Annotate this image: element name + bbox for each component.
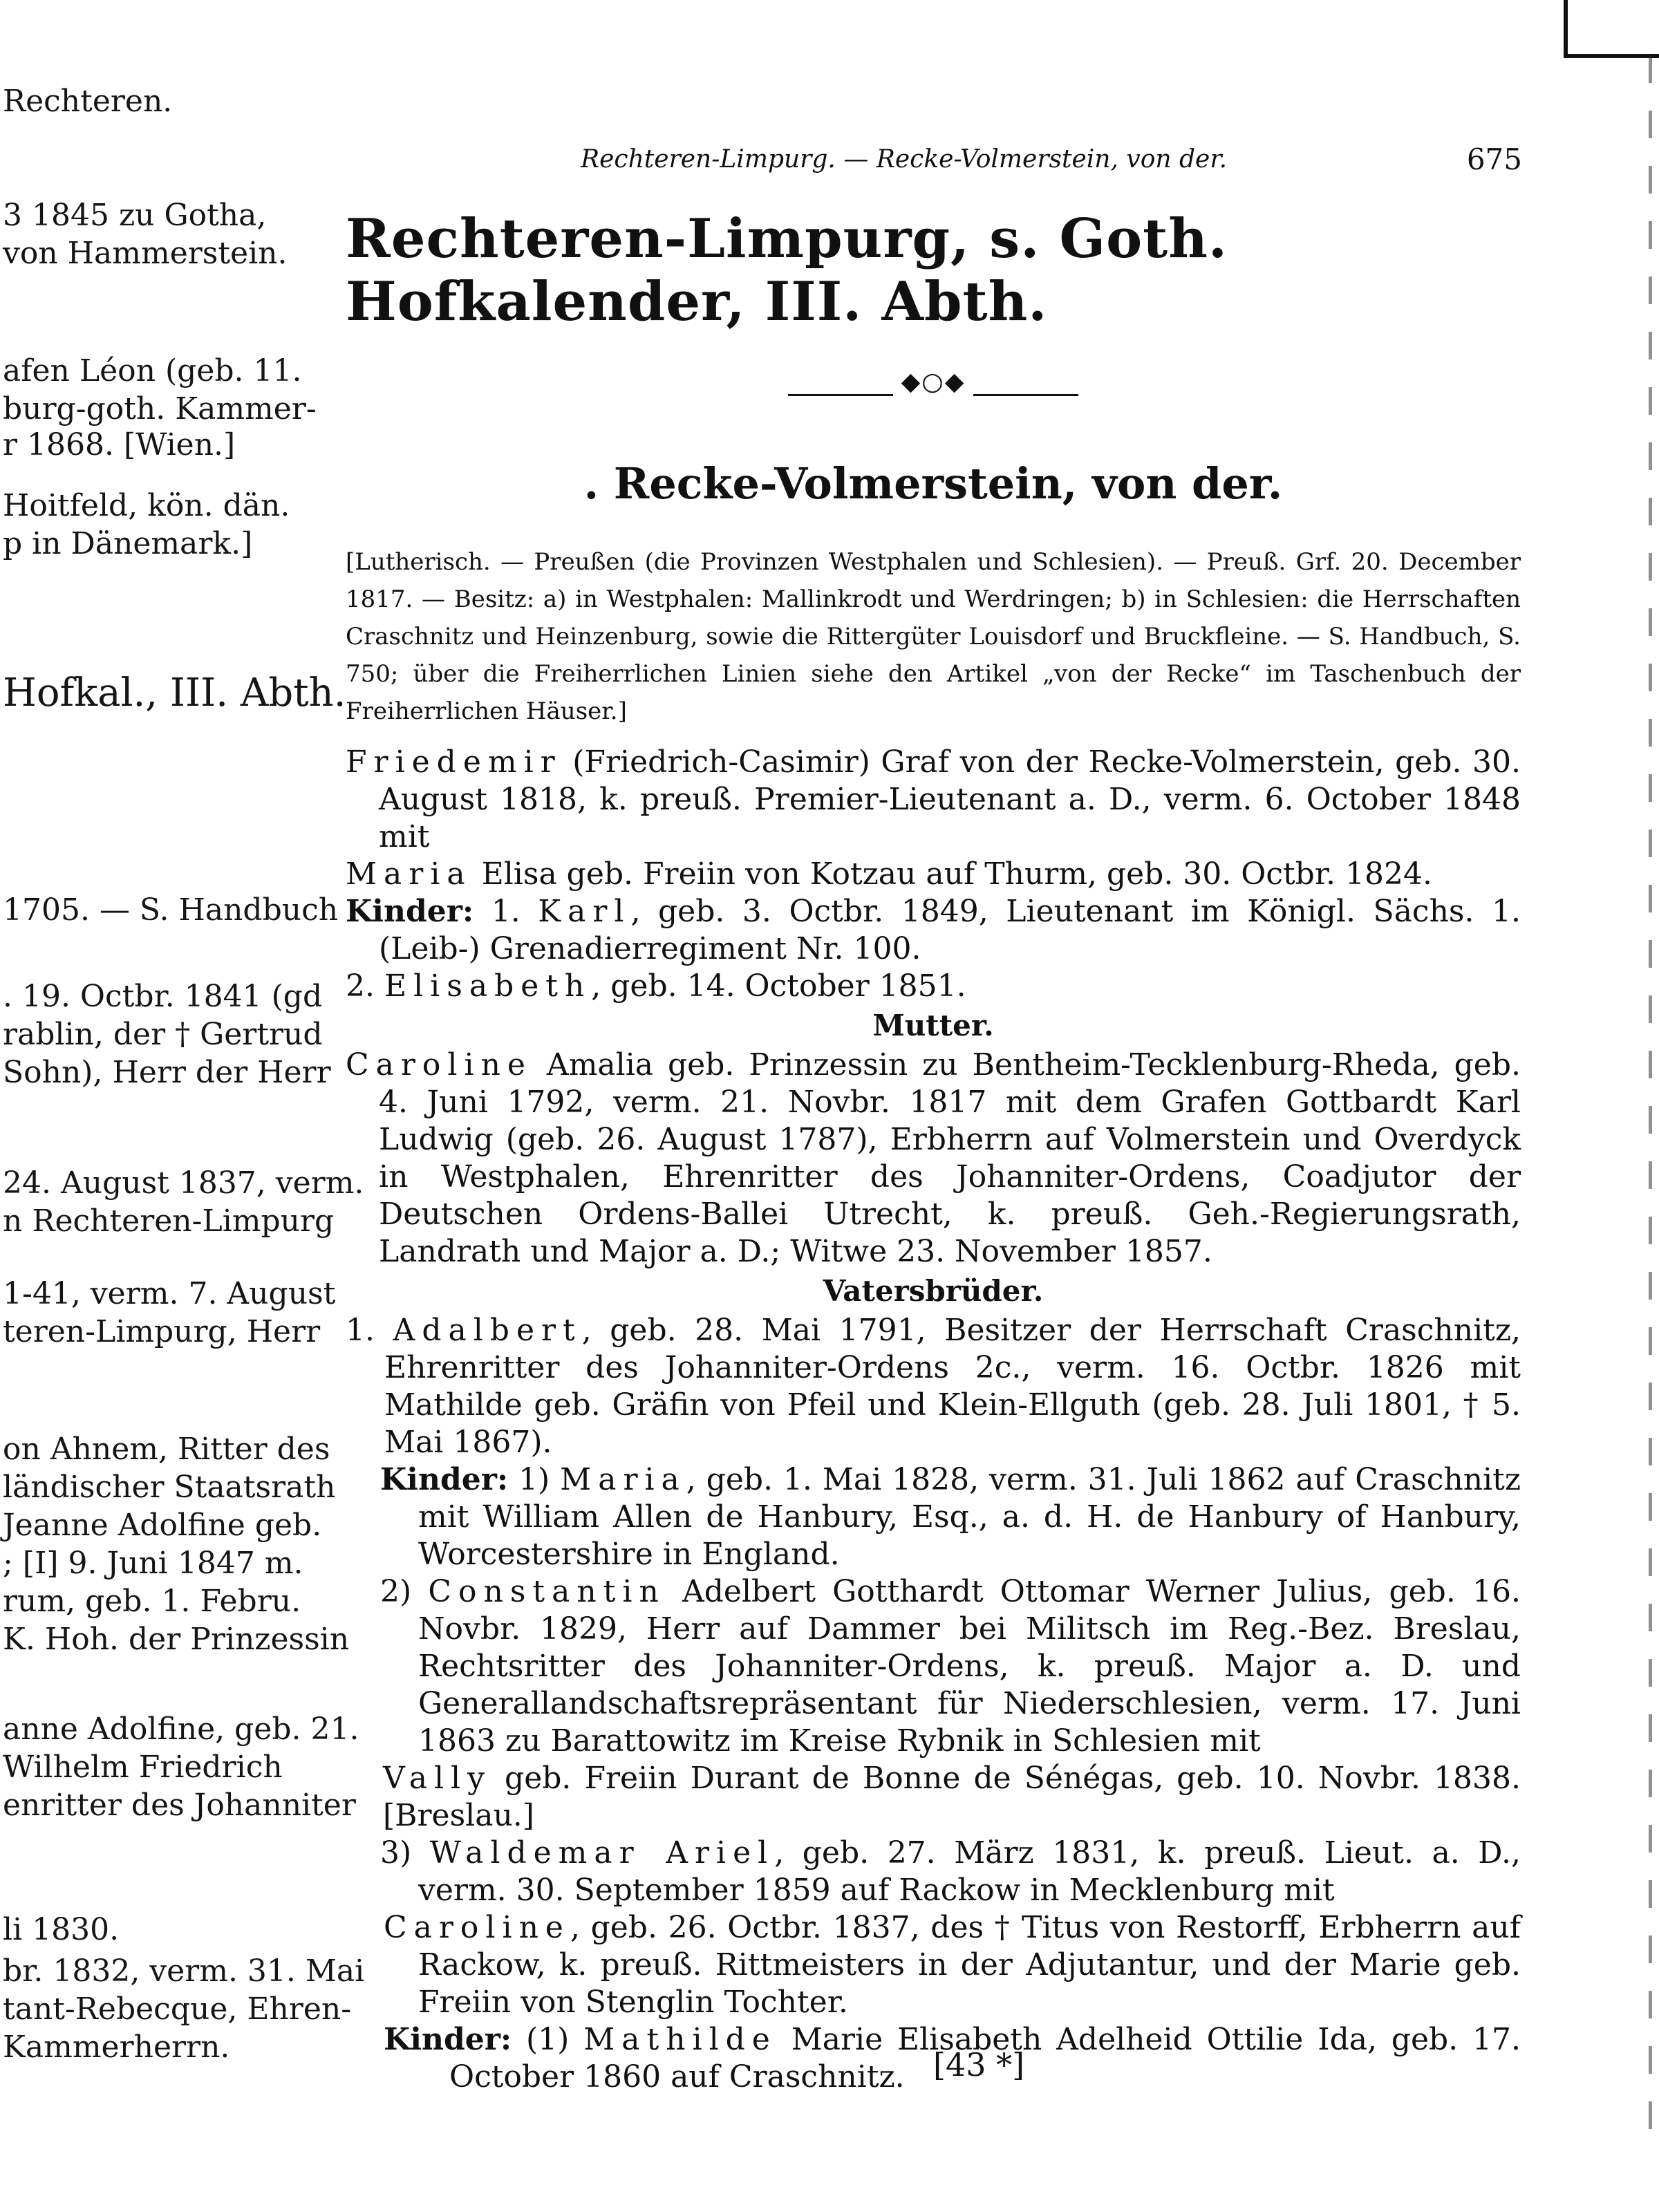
left-strip-line: Jeanne Adolfine geb. xyxy=(3,1508,322,1543)
left-strip-line: K. Hoh. der Prinzessin xyxy=(3,1622,350,1657)
entry-text: Amalia geb. Prinzessin zu Bentheim-Tecklenburg-Rheda, geb. 4. Juni 1792, verm. 21. Novbr. 1817 mit dem Grafen Gottbardt Karl Ludwig (geb. 26. August 1787), Erbherrn auf Volmerstein und Overdyck in Westphalen, Ehrenritter des Johanniter-Ordens, Coadjutor der Deutschen Ordens-Ballei Utrecht, k. preuß. Geh.-Regierungsrath, Landrath und Major a. D.; Witwe 23. November 1857. xyxy=(379,1047,1521,1269)
entry-uncle-1-child-2-wife xyxy=(346,1760,1521,1835)
running-header xyxy=(346,138,1521,180)
entry-text: (Friedrich-Casimir) Graf von der Recke-Volmerstein, geb. 30. August 1818, k. preuß. Premier-Lieutenant a. D., verm. 6. October 1848 mit xyxy=(379,744,1521,854)
entry-text: Marie Elisabeth Adelheid Ottilie Ida, geb. 17. October 1860 auf Craschnitz. xyxy=(449,2022,1521,2094)
left-strip-line: teren-Limpurg, Herr xyxy=(3,1314,321,1349)
subheading-vatersbrueder: Vatersbrüder. xyxy=(823,1274,1044,1308)
entry-text: , geb. 26. Octbr. 1837, des † Titus von Restorff, Erbherrn auf Rackow, k. preuß. Rittmeisters in der Adjutantur, und der Marie geb. Freiin von Stenglin Tochter. xyxy=(418,1910,1521,2020)
left-strip-line: Wilhelm Friedrich xyxy=(3,1750,283,1785)
left-strip-line: n Rechteren-Limpurg xyxy=(3,1203,335,1239)
entry-name: Friedemir xyxy=(346,744,562,780)
left-strip-line: von Hammerstein. xyxy=(3,236,288,271)
entry-name: Caroline xyxy=(384,1910,570,1945)
entry-uncle-1-child-3: 3) Waldemar Ariel, geb. 27. März 1831, k. preuß. Lieut. a. D., verm. 30. September 1859 auf Rackow in Mecklenburg mit xyxy=(380,1835,1521,1908)
entry-child-2: 2. Elisabeth, geb. 14. October 1851. xyxy=(346,968,966,1004)
left-strip-line: rablin, der † Gertrud xyxy=(3,1017,323,1052)
entry-uncle-1-child-3-wife xyxy=(346,1909,1521,2021)
left-strip-line: 24. August 1837, verm. xyxy=(3,1165,364,1201)
left-strip-line: Hofkal., III. Abth. xyxy=(3,671,346,715)
ornament-glyph: ◆○◆ xyxy=(893,368,974,396)
entry-name: Caroline xyxy=(346,1047,532,1082)
entry-uncle-1: 1. Adalbert, geb. 28. Mai 1791, Besitzer der Herrschaft Craschnitz, Ehrenritter des Johanniter-Ordens 2c., verm. 16. Octbr. 1826 mit Mathilde geb. Gräfin von Pfeil und Klein-Ellguth (geb. 28. Juli 1801, † 5. Mai 1867). xyxy=(346,1313,1521,1460)
entry-uncle-1-child-2: 2) Constantin Adelbert Gotthardt Ottomar Werner Julius, geb. 16. Novbr. 1829, Herr auf Dammer bei Militsch im Reg.-Bez. Breslau, Rechtsritter des Johanniter-Ordens, k. preuß. Major a. D. und Generallandschaftsrepräsentant für Niederschlesien, verm. 17. Juni 1863 zu Barattowitz im Kreise Rybnik in Schlesien mit xyxy=(380,1574,1521,1759)
page-title: Rechteren-Limpurg, s. Goth. Hofkalender, III. Abth. xyxy=(346,207,1228,333)
entry-text: , geb. 27. März 1831, k. preuß. Lieut. a. D., verm. 30. September 1859 auf Rackow in Mecklenburg mit xyxy=(418,1835,1521,1908)
entry-uncle-1-child-3-children: Kinder: (1) Mathilde Marie Elisabeth Adelheid Ottilie Ida, geb. 17. October 1860 auf Craschnitz. xyxy=(384,2022,1521,2094)
left-strip-line: Rechteren. xyxy=(3,84,173,119)
entry-head xyxy=(346,744,1521,856)
entry-name: Waldemar Ariel xyxy=(429,1835,775,1871)
left-strip-line: 3 1845 zu Gotha, xyxy=(3,198,267,233)
children-label: Kinder: xyxy=(380,1462,509,1497)
left-page-fragment xyxy=(0,0,365,2212)
intro-paragraph: [Lutherisch. — Preußen (die Provinzen Westphalen und Schlesien). — Preuß. Grf. 20. December 1817. — Besitz: a) in Westphalen: Mallinkrodt und Werdringen; b) in Schlesien: die Herrschaften Craschnitz und Heinzenburg, sowie die Rittergüter Louisdorf und Bruckfleine. — S. Handbuch, S. 750; über die Freiherrlichen Linien siehe den Artikel „von der Recke“ im Taschenbuch der Freiherrlichen Häuser.] xyxy=(346,548,1521,725)
left-strip-line: tant-Rebecque, Ehren- xyxy=(3,1991,352,2027)
main-page xyxy=(346,138,1521,2096)
left-strip-line: burg-goth. Kammer- xyxy=(3,391,317,427)
entry-text: geb. Freiin Durant de Bonne de Sénégas, geb. 10. Novbr. 1838. [Breslau.] xyxy=(383,1761,1521,1833)
left-strip-line: 1705. — S. Handbuch xyxy=(3,892,339,928)
left-strip-line: Kammerherrn. xyxy=(3,2030,230,2065)
entry-wife xyxy=(346,856,1521,893)
entry-text: , geb. 3. Octbr. 1849, Lieutenant im Königl. Sächs. 1. (Leib-) Grenadierregiment Nr. 100. xyxy=(379,894,1521,966)
section-title: . Recke-Volmerstein, von der. xyxy=(583,458,1283,509)
entry-name: Maria xyxy=(560,1462,686,1497)
left-strip-line: r 1868. [Wien.] xyxy=(3,427,236,462)
left-strip-line: . 19. Octbr. 1841 (gd xyxy=(3,979,323,1014)
left-strip-line: rum, geb. 1. Febru. xyxy=(3,1584,301,1619)
running-header-text: Rechteren-Limpurg. — Recke-Volmerstein, von der. xyxy=(581,145,1228,174)
entry-text: Adelbert Gotthardt Ottomar Werner Julius, geb. 16. Novbr. 1829, Herr auf Dammer bei Militsch im Reg.-Bez. Breslau, Rechtsritter des Johanniter-Ordens, k. preuß. Major a. D. und Generallandschaftsrepräsentant für Niederschlesien, verm. 17. Juni 1863 zu Barattowitz im Kreise Rybnik in Schlesien mit xyxy=(418,1574,1521,1759)
page-edge-mark xyxy=(1649,55,1652,2129)
left-strip-line: on Ahnem, Ritter des xyxy=(3,1432,330,1467)
children-label: Kinder: xyxy=(384,2022,512,2057)
subheading-mutter: Mutter. xyxy=(872,1009,994,1042)
entry-name: Maria xyxy=(346,856,472,892)
left-strip-line: br. 1832, verm. 31. Mai xyxy=(3,1953,365,1989)
entry-text: , geb. 28. Mai 1791, Besitzer der Herrschaft Craschnitz, Ehrenritter des Johanniter-Ordens 2c., verm. 16. Octbr. 1826 mit Mathilde geb. Gräfin von Pfeil und Klein-Ellguth (geb. 28. Juli 1801, † 5. Mai 1867). xyxy=(384,1313,1521,1460)
entry-name: Adalbert xyxy=(393,1313,582,1348)
entry-text: , geb. 14. October 1851. xyxy=(591,968,966,1004)
left-strip-line: anne Adolfine, geb. 21. xyxy=(3,1712,359,1747)
entry-name: Elisabeth xyxy=(384,968,592,1004)
signature-mark: [43 *] xyxy=(933,2046,1025,2083)
left-strip-line: afen Léon (geb. 11. xyxy=(3,353,302,388)
entry-mother xyxy=(346,1047,1521,1271)
entry-text: , geb. 1. Mai 1828, verm. 31. Juli 1862 auf Craschnitz mit William Allen de Hanbury, Esq., a. d. H. de Hanbury of Hanbury, Worcestershire in England. xyxy=(418,1462,1521,1572)
left-strip-line: Sohn), Herr der Herr xyxy=(3,1055,331,1090)
entry-children: Kinder: 1. Karl, geb. 3. Octbr. 1849, Lieutenant im Königl. Sächs. 1. (Leib-) Grenadierregiment Nr. 100. xyxy=(346,894,1521,966)
left-strip-line: enritter des Johanniter xyxy=(3,1788,356,1823)
left-strip-line: p in Dänemark.] xyxy=(3,526,253,561)
ornament-rule xyxy=(788,368,1078,410)
page-corner-frame xyxy=(1564,0,1659,58)
entry-uncle-1-children: Kinder: 1) Maria, geb. 1. Mai 1828, verm. 31. Juli 1862 auf Craschnitz mit William Allen de Hanbury, Esq., a. d. H. de Hanbury of Hanbury, Worcestershire in England. xyxy=(380,1462,1521,1572)
entry-name: Constantin xyxy=(428,1574,666,1609)
entry-name: Karl xyxy=(538,894,631,929)
entry-text: Elisa geb. Freiin von Kotzau auf Thurm, geb. 30. Octbr. 1824. xyxy=(471,856,1432,892)
page-number: 675 xyxy=(1466,142,1522,176)
left-strip-line: Hoitfeld, kön. dän. xyxy=(3,488,290,523)
left-strip-line: ; [I] 9. Juni 1847 m. xyxy=(3,1546,303,1581)
left-strip-line: 1-41, verm. 7. August xyxy=(3,1276,336,1311)
left-strip-line: ländischer Staatsrath xyxy=(3,1470,336,1505)
entry-name: Mathilde xyxy=(583,2022,777,2057)
children-label: Kinder: xyxy=(346,894,474,929)
left-strip-line: li 1830. xyxy=(3,1912,120,1947)
entry-name: Vally xyxy=(383,1761,491,1796)
